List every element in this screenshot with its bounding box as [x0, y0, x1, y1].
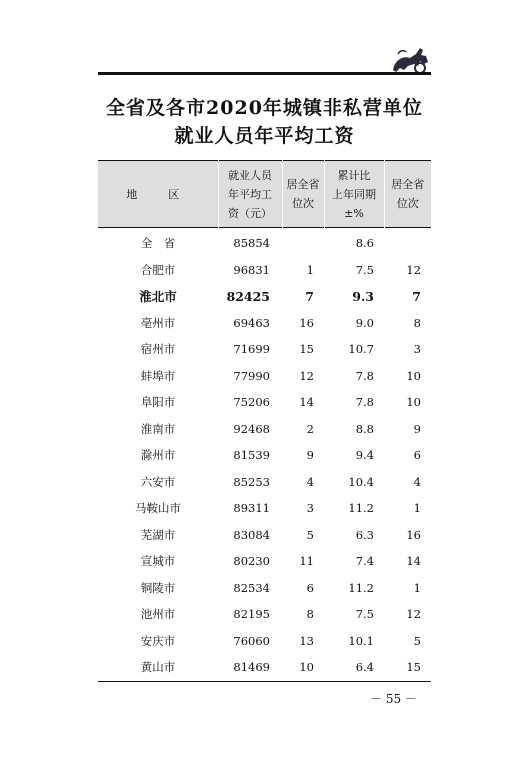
wage-table: [98, 160, 431, 682]
cell-growth: 10.7: [348, 342, 374, 357]
cell-region: 淮北市: [139, 289, 177, 305]
cell-growth: 10.4: [348, 474, 374, 489]
cell-wage: 80230: [233, 554, 270, 569]
cell-region: 马鞍山市: [135, 501, 181, 516]
cell-wage: 71699: [233, 342, 270, 357]
cell-rank1: [282, 228, 324, 257]
cell-rank1: 15: [299, 342, 314, 357]
cell-rank1: 9: [306, 448, 314, 463]
cell-rank1: 5: [306, 527, 314, 542]
cell-rank2: 16: [406, 527, 421, 542]
cell-rank2: 9: [413, 421, 421, 436]
top-rule: [98, 72, 431, 75]
cell-growth: 6.4: [355, 660, 374, 675]
page-number: － 55 －: [370, 692, 417, 706]
cell-region: 淮南市: [140, 421, 176, 436]
cell-rank1: 4: [306, 474, 314, 489]
cell-region: 全 省: [140, 236, 176, 251]
cell-growth: 7.8: [355, 395, 374, 410]
cell-rank1: 12: [299, 368, 314, 383]
cell-rank2: 7: [412, 288, 421, 304]
cell-growth: 8.6: [355, 236, 374, 251]
cell-rank2: 14: [406, 554, 421, 569]
cell-rank2: 3: [413, 342, 421, 357]
cell-region: 池州市: [140, 607, 176, 622]
cell-rank1: 3: [306, 501, 314, 516]
cell-wage: 85854: [233, 236, 270, 251]
cell-wage: 89311: [233, 501, 270, 516]
table-row: [98, 416, 431, 443]
page-title-line1: 全省及各市2020年城镇非私营单位: [106, 97, 423, 119]
header-region: 地 区: [126, 187, 190, 201]
cell-rank2: [384, 228, 431, 257]
cell-region: 蚌埠市: [140, 368, 176, 383]
cell-wage: 85253: [233, 474, 270, 489]
table-row: [98, 442, 431, 469]
header-wage: 就业人员 年平均工 资（元）: [218, 161, 282, 228]
header-growth: 累计比 上年同期 ±%: [324, 161, 384, 228]
cell-growth: 9.0: [355, 315, 374, 330]
table-row: [98, 575, 431, 602]
table-body: [98, 228, 431, 682]
cell-wage: 82425: [226, 288, 270, 304]
table-row: [98, 257, 431, 284]
cell-rank1: 14: [299, 395, 314, 410]
cell-region: 黄山市: [140, 660, 176, 675]
cell-wage: 76060: [233, 633, 270, 648]
cell-rank2: 5: [413, 633, 421, 648]
cell-growth: 7.5: [355, 607, 374, 622]
cell-rank1: 11: [299, 554, 314, 569]
cell-rank2: 6: [413, 448, 421, 463]
cell-growth: 7.8: [355, 368, 374, 383]
table-header-row: [98, 161, 431, 228]
cell-growth: 11.2: [348, 580, 374, 595]
table-row: [98, 363, 431, 390]
table-row: [98, 469, 431, 496]
cell-wage: 92468: [233, 421, 270, 436]
table-row: [98, 548, 431, 575]
cell-wage: 82195: [233, 607, 270, 622]
cell-rank2: 12: [406, 262, 421, 277]
cell-wage: 82534: [233, 580, 270, 595]
cell-wage: 96831: [233, 262, 270, 277]
cell-region: 亳州市: [140, 315, 176, 330]
cell-region: 安庆市: [140, 633, 176, 648]
cell-growth: 9.3: [352, 288, 374, 304]
cell-wage: 81539: [233, 448, 270, 463]
cell-region: 滁州市: [140, 448, 176, 463]
cell-rank2: 10: [406, 395, 421, 410]
cell-region: 合肥市: [140, 262, 176, 277]
table-row: [98, 628, 431, 655]
cell-growth: 6.3: [355, 527, 374, 542]
cell-rank1: 16: [299, 315, 314, 330]
cell-rank2: 8: [413, 315, 421, 330]
cell-wage: 81469: [233, 660, 270, 675]
cell-wage: 77990: [233, 368, 270, 383]
cell-rank2: 1: [413, 501, 421, 516]
cell-growth: 10.1: [348, 633, 374, 648]
cell-rank2: 15: [406, 660, 421, 675]
header-growth-rank: 居全省 位次: [384, 161, 431, 228]
cell-region: 阜阳市: [140, 395, 176, 410]
cell-rank1: 1: [306, 262, 314, 277]
cell-rank1: 8: [306, 607, 314, 622]
cell-region: 铜陵市: [140, 580, 176, 595]
wage-table-container: [98, 160, 431, 682]
cell-wage: 83084: [233, 527, 270, 542]
header-wage-rank: 居全省 位次: [282, 161, 324, 228]
cell-growth: 8.8: [355, 421, 374, 436]
table-row: [98, 654, 431, 681]
table-row: [98, 283, 431, 310]
cell-rank1: 2: [306, 421, 314, 436]
table-row: [98, 228, 431, 257]
cell-region: 芜湖市: [140, 527, 176, 542]
cell-rank2: 10: [406, 368, 421, 383]
cell-rank1: 13: [299, 633, 314, 648]
cell-rank1: 10: [299, 660, 314, 675]
cell-wage: 69463: [233, 315, 270, 330]
cell-region: 六安市: [140, 474, 176, 489]
cell-wage: 75206: [233, 395, 270, 410]
cell-region: 宣城市: [140, 554, 176, 569]
cell-growth: 11.2: [348, 501, 374, 516]
cell-rank2: 4: [413, 474, 421, 489]
cell-rank1: 7: [305, 288, 314, 304]
cell-growth: 9.4: [355, 448, 374, 463]
table-row: [98, 389, 431, 416]
cell-growth: 7.4: [355, 554, 374, 569]
table-row: [98, 336, 431, 363]
horse-logo-icon: [390, 42, 434, 76]
cell-rank2: 1: [413, 580, 421, 595]
table-row: [98, 310, 431, 337]
table-row: [98, 522, 431, 549]
table-row: [98, 601, 431, 628]
cell-rank2: 12: [406, 607, 421, 622]
cell-growth: 7.5: [355, 262, 374, 277]
cell-region: 宿州市: [140, 342, 176, 357]
table-row: [98, 495, 431, 522]
cell-rank1: 6: [306, 580, 314, 595]
page-title-line2: 就业人员年平均工资: [174, 125, 355, 147]
